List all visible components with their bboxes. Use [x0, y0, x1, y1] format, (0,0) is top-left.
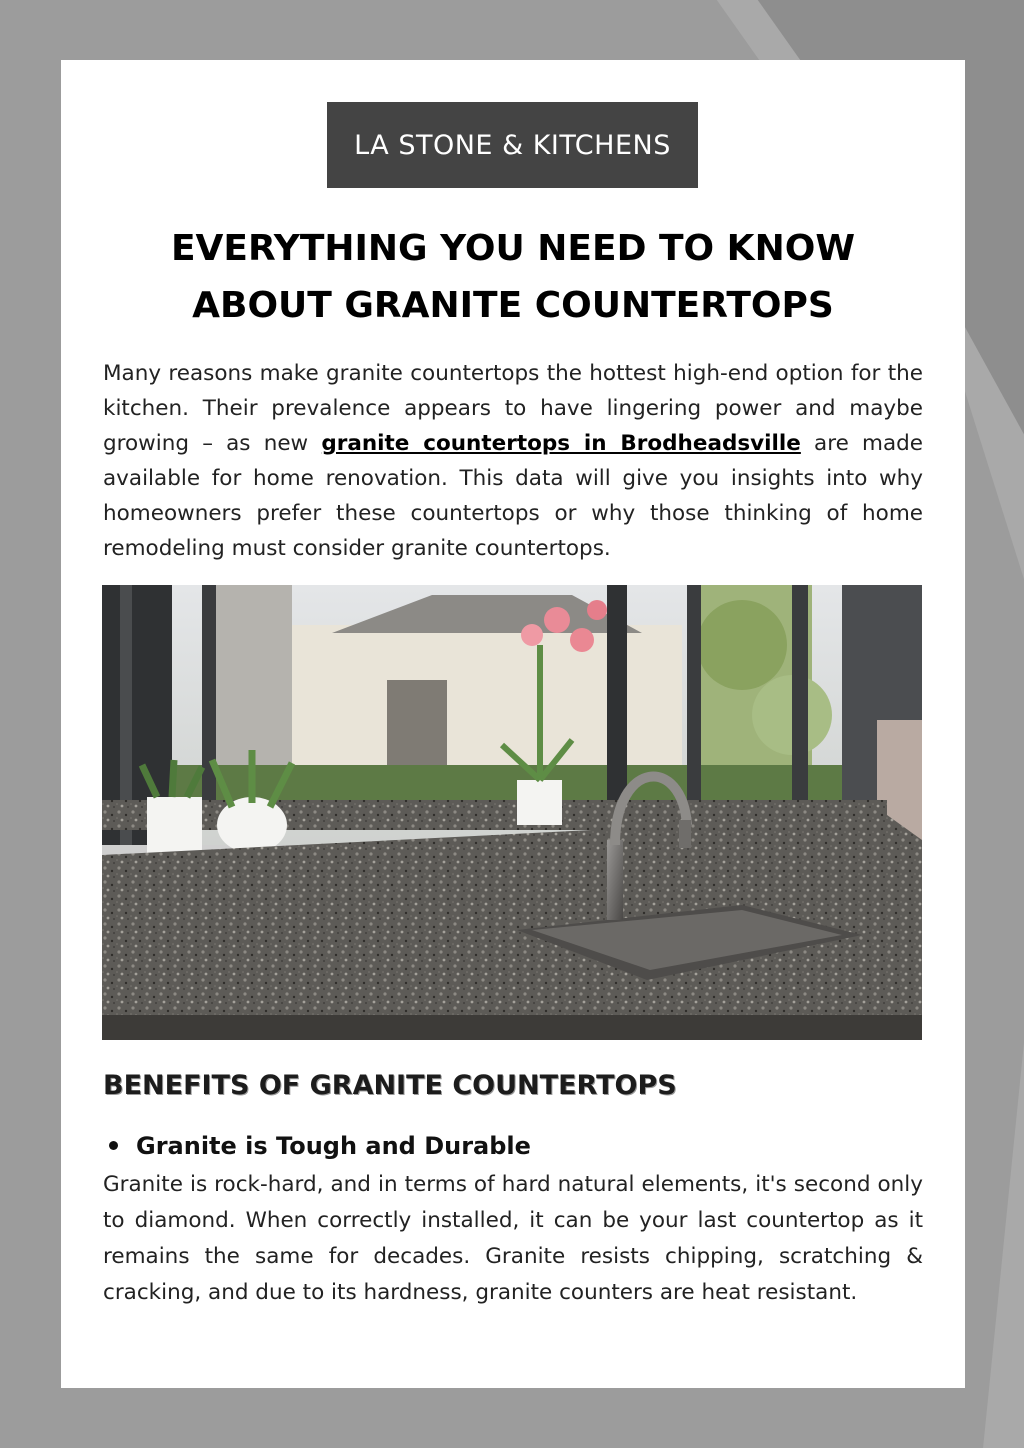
brand-logo-text: LA STONE & KITCHENS [354, 129, 671, 161]
page-title [101, 220, 925, 334]
kitchen-photo [102, 585, 922, 1040]
kitchen-photo-illustration [102, 585, 922, 1040]
page-title-line-1: EVERYTHING YOU NEED TO KNOW [170, 228, 856, 269]
section-body: Granite is rock-hard, and in terms of hard natural elements, it's second only to diamond. When correctly installed, it can be your last countertop as it remains the same for decades. Granite resists chipping, scratching & cracking, and due to its hardness, granite counters are heat resistant. [103, 1172, 923, 1305]
section-heading: BENEFITS OF GRANITE COUNTERTOPS [103, 1070, 677, 1101]
intro-text-after: are made available for home renovation. This data will give you insights into why homeowners prefer these countertops or why those thinking of home remodeling must consider granite countertops. [103, 431, 924, 561]
bullet-title [103, 1132, 923, 1160]
bullet-title-text: Granite is Tough and Durable [136, 1132, 531, 1160]
bullet-icon [109, 1141, 118, 1150]
intro-text-before: Many reasons make granite countertops the hottest high-end option for the kitchen. Their prevalence appears to have lingering power and maybe growing – as new [103, 361, 923, 456]
page-title-line-2: ABOUT GRANITE COUNTERTOPS [192, 285, 834, 326]
intro-paragraph [103, 356, 923, 566]
document-page [61, 60, 965, 1388]
brand-logo [327, 102, 698, 188]
brodheadsville-link[interactable]: granite countertops in Brodheadsville [321, 431, 801, 456]
